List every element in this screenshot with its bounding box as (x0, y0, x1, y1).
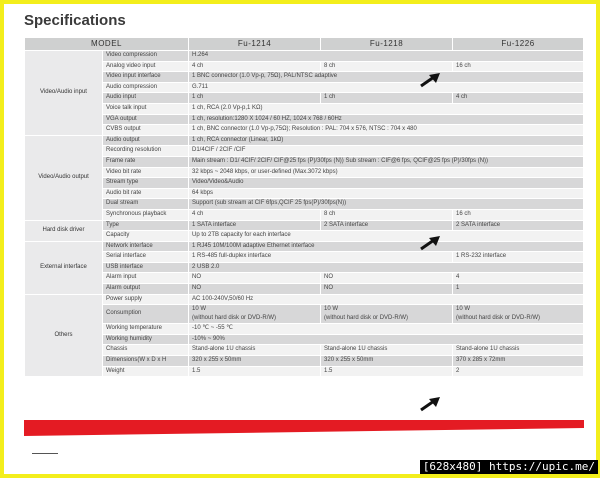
spec-value-cell: 16 ch (453, 61, 584, 72)
table-row (25, 82, 584, 93)
table-row (25, 241, 584, 252)
spec-value-cell: 1 ch, RCA connector (Linear, 1kΩ) (189, 135, 584, 146)
table-row (25, 103, 584, 114)
spec-name-cell: Alarm input (103, 273, 189, 284)
spec-value-cell: NO (189, 273, 321, 284)
table-row (25, 146, 584, 157)
spec-value-cell: 370 x 285 x 72mm (453, 356, 584, 367)
spec-group-label: External interface (25, 241, 103, 294)
spec-value-cell: 2 SATA interface (453, 220, 584, 231)
spec-table-body (25, 51, 584, 377)
spec-value-cell: 4 ch (453, 93, 584, 104)
table-row (25, 273, 584, 284)
spec-name-cell: Weight (103, 366, 189, 377)
table-row (25, 167, 584, 178)
spec-name-cell: Dual stream (103, 199, 189, 210)
spec-value-cell: 1 ch (189, 93, 321, 104)
spec-value-cell: Up to 2TB capacity for each interface (189, 231, 584, 242)
spec-name-cell: Network interface (103, 241, 189, 252)
spec-name-cell: USB interface (103, 262, 189, 273)
table-row (25, 252, 584, 263)
table-row (25, 93, 584, 104)
table-row (25, 72, 584, 83)
spec-value-cell: 1 ch (321, 93, 453, 104)
table-row (25, 178, 584, 189)
spec-value-cell: Stand-alone 1U chassis (189, 345, 321, 356)
spec-name-cell: CVBS output (103, 125, 189, 136)
arrow-icon (419, 235, 441, 251)
spec-name-cell: Video bit rate (103, 167, 189, 178)
spec-name-cell: Working humidity (103, 334, 189, 345)
table-row (25, 125, 584, 136)
spec-value-cell: 320 x 255 x 50mm (189, 356, 321, 367)
spec-value-cell: 4 ch (189, 61, 321, 72)
spec-name-cell: VGA output (103, 114, 189, 125)
spec-value-cell: -10% ~ 90% (189, 334, 584, 345)
table-row (25, 294, 584, 305)
spec-value-cell: 8 ch (321, 61, 453, 72)
spec-name-cell: Video input interface (103, 72, 189, 83)
model-column-header: Fu-1226 (453, 38, 584, 51)
spec-name-cell: Video compression (103, 51, 189, 62)
spec-value-cell: NO (321, 273, 453, 284)
spec-name-cell: Alarm output (103, 284, 189, 295)
table-row (25, 61, 584, 72)
spec-value-cell: 1 ch, RCA (2.0 Vp-p,1 KΩ) (189, 103, 584, 114)
spec-name-cell: Stream type (103, 178, 189, 189)
spec-value-cell: Stand-alone 1U chassis (321, 345, 453, 356)
table-row (25, 209, 584, 220)
spec-value-cell: 1 ch, BNC connector (1.0 Vp-p,75Ω); Resolution : PAL: 704 x 576, NTSC : 704 x 480 (189, 125, 584, 136)
arrow-icon (419, 72, 441, 88)
spec-value-cell: 4 (453, 273, 584, 284)
spec-value-cell: 2 USB 2.0 (189, 262, 584, 273)
spec-name-cell: Voice talk input (103, 103, 189, 114)
spec-group-label: Others (25, 294, 103, 377)
spec-name-cell: Synchronous playback (103, 209, 189, 220)
model-header: MODEL (25, 38, 189, 51)
spec-value-cell: 16 ch (453, 209, 584, 220)
spec-value-cell: 2 (453, 366, 584, 377)
table-row (25, 135, 584, 146)
spec-name-cell: Power supply (103, 294, 189, 305)
arrow-icon (419, 396, 441, 412)
spec-table (24, 37, 584, 377)
table-row (25, 305, 584, 324)
spec-name-cell: Analog video input (103, 61, 189, 72)
spec-name-cell: Recording resolution (103, 146, 189, 157)
watermark-label: [628x480] https://upic.me/ (420, 460, 598, 474)
spec-value-cell: 32 kbps ~ 2048 kbps, or user-defined (Max.3072 kbps) (189, 167, 584, 178)
spec-value-cell: 1 RS-232 interface (453, 252, 584, 263)
spec-value-cell: H.264 (189, 51, 584, 62)
table-row (25, 231, 584, 242)
spec-group-label: Video/Audio output (25, 135, 103, 220)
table-row (25, 262, 584, 273)
table-row (25, 220, 584, 231)
table-row (25, 51, 584, 62)
spec-name-cell: Audio bit rate (103, 188, 189, 199)
spec-group-label: Hard disk driver (25, 220, 103, 241)
spec-name-cell: Capacity (103, 231, 189, 242)
spec-name-cell: Audio input (103, 93, 189, 104)
page-title: Specifications (24, 12, 126, 29)
model-column-header: Fu-1218 (321, 38, 453, 51)
spec-name-cell: Working temperature (103, 324, 189, 335)
spec-value-cell: 1 BNC connector (1.0 Vp-p, 75Ω), PAL/NTSC adaptive (189, 72, 584, 83)
spec-value-cell: D1/4CIF / 2CIF /CIF (189, 146, 584, 157)
spec-name-cell: Frame rate (103, 156, 189, 167)
spec-name-cell: Audio output (103, 135, 189, 146)
spec-value-cell: 1 RJ45 10M/100M adaptive Ethernet interface (189, 241, 584, 252)
spec-value-cell: Support (sub stream at CIF 6fps,QCIF 25 fps(P)/30fps(N)) (189, 199, 584, 210)
table-row (25, 356, 584, 367)
spec-value-cell: Video/Video&Audio (189, 178, 584, 189)
table-row (25, 114, 584, 125)
spec-value-cell: Main stream : D1/ 4CIF/ 2CIF/ CIF@25 fps (P)/30fps (N)) Sub stream : CIF@6 fps, QCIF@25 fps (P)/30fps (N)) (189, 156, 584, 167)
spec-name-cell: Type (103, 220, 189, 231)
table-row (25, 199, 584, 210)
spec-name-cell: Consumption (103, 305, 189, 324)
spec-name-cell: Audio compression (103, 82, 189, 93)
table-row (25, 366, 584, 377)
spec-group-label: Video/Audio input (25, 51, 103, 136)
spec-value-cell: 1 (453, 284, 584, 295)
model-column-header: Fu-1214 (189, 38, 321, 51)
spec-value-cell: Stand-alone 1U chassis (453, 345, 584, 356)
red-accent-bar (24, 420, 584, 436)
spec-value-cell: 64 kbps (189, 188, 584, 199)
spec-value-cell: 10 W (without hard disk or DVD-R/W) (453, 305, 584, 324)
table-row (25, 188, 584, 199)
footer-divider (32, 453, 58, 454)
spec-value-cell: G.711 (189, 82, 584, 93)
spec-value-cell: 320 x 255 x 50mm (321, 356, 453, 367)
spec-value-cell: 1 ch, resolution:1280 X 1024 / 60 HZ, 1024 x 768 / 60Hz (189, 114, 584, 125)
spec-value-cell: 10 W (without hard disk or DVD-R/W) (321, 305, 453, 324)
spec-value-cell: -10 ℃ ~ -55 ℃ (189, 324, 584, 335)
table-row (25, 345, 584, 356)
spec-value-cell: NO (189, 284, 321, 295)
spec-value-cell: AC 100-240V,50/60 Hz (189, 294, 584, 305)
spec-value-cell: 4 ch (189, 209, 321, 220)
table-row (25, 284, 584, 295)
table-row (25, 156, 584, 167)
spec-value-cell: 2 SATA interface (321, 220, 453, 231)
spec-value-cell: 1 SATA interface (189, 220, 321, 231)
spec-name-cell: Dimensions(W x D x H (103, 356, 189, 367)
table-row (25, 334, 584, 345)
spec-value-cell: NO (321, 284, 453, 295)
spec-value-cell: 1.5 (321, 366, 453, 377)
table-row (25, 324, 584, 335)
table-header-row (25, 38, 584, 51)
spec-name-cell: Serial interface (103, 252, 189, 263)
spec-value-cell: 8 ch (321, 209, 453, 220)
spec-value-cell: 10 W (without hard disk or DVD-R/W) (189, 305, 321, 324)
spec-value-cell: 1.5 (189, 366, 321, 377)
spec-name-cell: Chassis (103, 345, 189, 356)
spec-value-cell: 1 RS-485 full-duplex interface (189, 252, 453, 263)
